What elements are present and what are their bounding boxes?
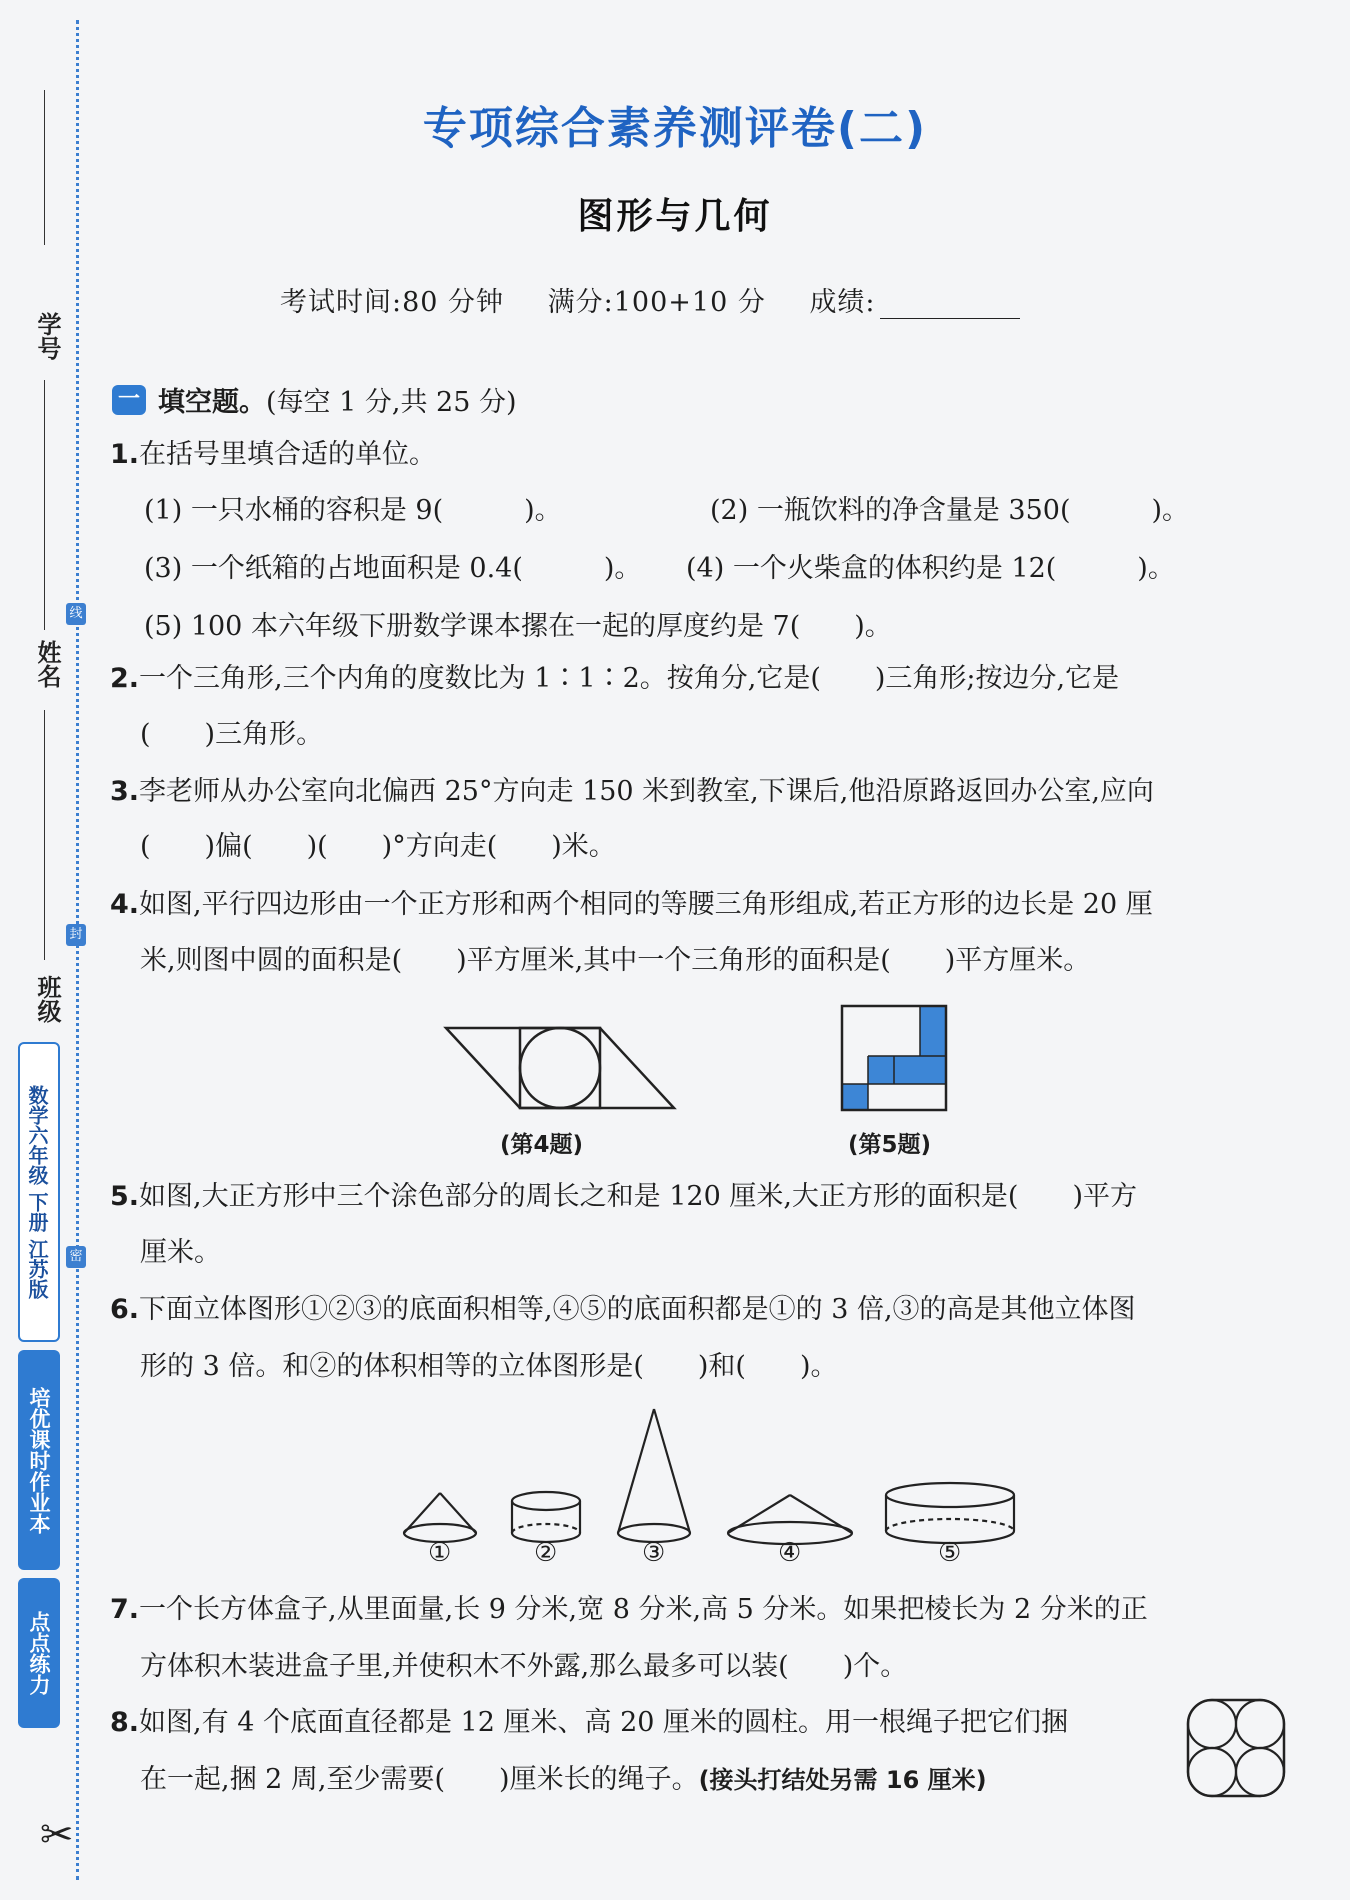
- section-heading: [112, 380, 517, 419]
- binding-dotted-line: [76, 20, 79, 1880]
- q7-line2: 方体积木装进盒子里,并使积木不外露,那么最多可以装( )个。: [140, 1651, 908, 1682]
- q2-number: 2.: [110, 663, 140, 694]
- q5-text1: 如图,大正方形中三个涂色部分的周长之和是 120 厘米,大正方形的面积是( )平方: [139, 1181, 1137, 1212]
- brand-grade-label: 数学六年级 下册 江苏版: [18, 1042, 60, 1342]
- student-no-label: 学号: [33, 312, 61, 360]
- solid-label-4: ④: [778, 1538, 802, 1568]
- q5-line1: [110, 1180, 1137, 1214]
- q3-line1: [110, 775, 1154, 809]
- exam-time: 考试时间:80 分钟: [280, 287, 505, 318]
- q7-text1: 一个长方体盒子,从里面量,长 9 分米,宽 8 分米,高 5 分米。如果把棱长为 2 分米的正: [139, 1594, 1148, 1625]
- exam-title: 专项综合素养测评卷(二): [422, 103, 928, 154]
- scissors-icon: ✂: [40, 1812, 74, 1858]
- q3-text1: 李老师从办公室向北偏西 25°方向走 150 米到教室,下课后,他沿原路返回办公室,应向: [139, 776, 1154, 807]
- solid-label-2: ②: [534, 1538, 558, 1568]
- q1-part5: (5) 100 本六年级下册数学课本摞在一起的厚度约是 7( )。: [144, 611, 892, 642]
- q3-number: 3.: [110, 776, 140, 807]
- q1-part1: (1) 一只水桶的容积是 9( )。: [144, 495, 562, 526]
- q1-stem: [110, 438, 436, 472]
- q5-square-figure: [840, 1004, 950, 1114]
- name-label: 姓名: [33, 640, 61, 688]
- q4-number: 4.: [110, 889, 140, 920]
- name-blank: [44, 380, 45, 630]
- solid-5-wide-cylinder: [886, 1483, 1014, 1543]
- q8-line2: [140, 1763, 987, 1797]
- class-blank: [44, 710, 45, 960]
- exam-score-label: 成绩:: [809, 287, 876, 318]
- solid-4-wide-cone: [728, 1495, 852, 1544]
- solid-label-3: ③: [642, 1538, 666, 1568]
- q8-number: 8.: [110, 1707, 140, 1738]
- seal-line-mark: 线: [66, 603, 86, 625]
- q8-line1: [110, 1706, 1068, 1740]
- exam-meta: [280, 280, 1054, 319]
- q5-caption: (第5题): [848, 1132, 932, 1158]
- q1-part3: (3) 一个纸箱的占地面积是 0.4( )。: [144, 553, 642, 584]
- seal-secret-mark: 密: [66, 1246, 86, 1268]
- q8-cylinders-figure: [1186, 1698, 1286, 1798]
- q4-caption: (第4题): [500, 1132, 584, 1158]
- exam-subtitle: 图形与几何: [577, 196, 773, 237]
- exam-full-score: 满分:100+10 分: [547, 287, 766, 318]
- solid-3-tall-cone: [618, 1409, 690, 1542]
- q8-text1: 如图,有 4 个底面直径都是 12 厘米、高 20 厘米的圆柱。用一根绳子把它们捆: [139, 1707, 1069, 1738]
- q1-part2: (2) 一瓶饮料的净含量是 350( )。: [710, 495, 1190, 526]
- q8-note: (接头打结处另需 16 厘米): [698, 1766, 987, 1794]
- solid-label-5: ⑤: [938, 1538, 962, 1568]
- q2-line1: [110, 662, 1119, 696]
- q4-text1: 如图,平行四边形由一个正方形和两个相同的等腰三角形组成,若正方形的边长是 20 厘: [139, 889, 1153, 920]
- q2-line2: ( )三角形。: [140, 719, 324, 750]
- q6-text1: 下面立体图形①②③的底面积相等,④⑤的底面积都是①的 3 倍,③的高是其他立体图: [139, 1294, 1136, 1325]
- section-note: (每空 1 分,共 25 分): [266, 387, 517, 418]
- q5-number: 5.: [110, 1181, 140, 1212]
- brand-logo-label: 点点练力: [18, 1578, 60, 1728]
- q3-line2: ( )偏( )( )°方向走( )米。: [140, 831, 616, 862]
- solid-label-1: ①: [428, 1538, 452, 1568]
- q1-part4: (4) 一个火柴盒的体积约是 12( )。: [686, 553, 1175, 584]
- q7-number: 7.: [110, 1594, 140, 1625]
- q1-number: 1.: [110, 439, 140, 470]
- q6-line2: 形的 3 倍。和②的体积相等的立体图形是( )和( )。: [140, 1351, 838, 1382]
- q6-line1: [110, 1293, 1136, 1327]
- solid-1-cone: [404, 1493, 476, 1542]
- score-blank[interactable]: [880, 294, 1020, 319]
- q2-text1: 一个三角形,三个内角的度数比为 1∶1∶2。按角分,它是( )三角形;按边分,它是: [139, 663, 1120, 694]
- section-number-badge: 一: [112, 385, 146, 415]
- q5-line2: 厘米。: [140, 1237, 221, 1268]
- class-label: 班级: [33, 975, 61, 1023]
- q4-line2: 米,则图中圆的面积是( )平方厘米,其中一个三角形的面积是( )平方厘米。: [140, 945, 1091, 976]
- brand-series-label: 培优课时作业本: [18, 1350, 60, 1570]
- q4-line1: [110, 888, 1153, 922]
- q7-line1: [110, 1593, 1148, 1627]
- section-title: 填空题。: [158, 387, 266, 418]
- solid-2-cylinder: [512, 1492, 580, 1542]
- q6-number: 6.: [110, 1294, 140, 1325]
- q1-text: 在括号里填合适的单位。: [139, 439, 437, 470]
- seal-seal-mark: 封: [66, 924, 86, 946]
- q8-text2: 在一起,捆 2 周,至少需要( )厘米长的绳子。: [140, 1764, 699, 1795]
- q4-parallelogram-figure: [440, 1022, 680, 1114]
